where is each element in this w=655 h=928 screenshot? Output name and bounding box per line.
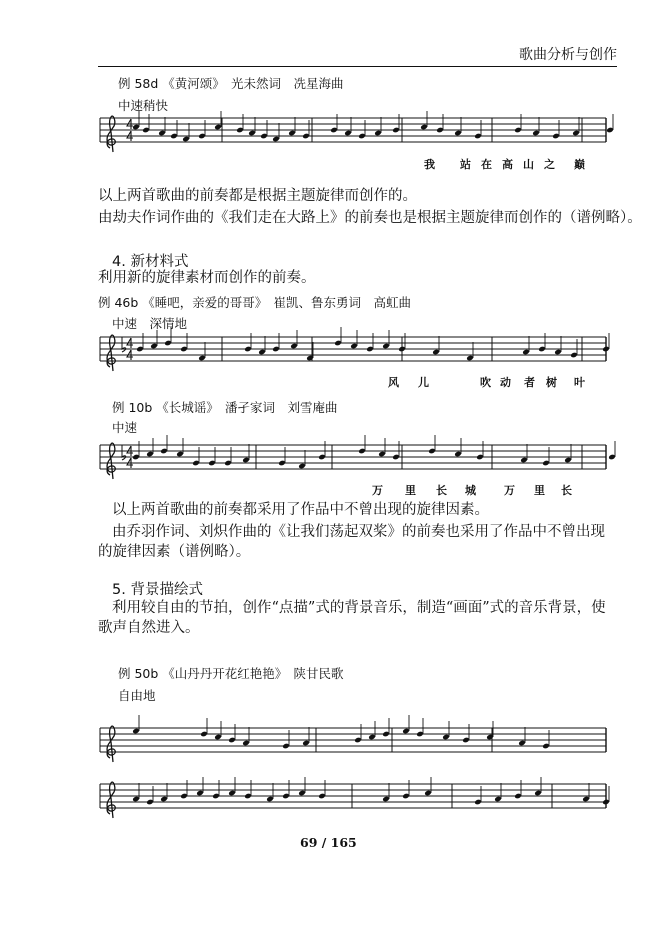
header-rule [98,66,617,67]
lyric: 万 [372,484,383,497]
lyric: 站 [460,158,471,171]
treble-clef-icon [107,726,115,762]
paragraph: 利用较自由的节拍，创作“点描”式的背景音乐，制造“画面”式的音乐背景，使歌声自然进入。 [98,600,606,636]
running-header: 歌曲分析与创作 [519,47,617,63]
treble-clef-icon [107,443,115,479]
example-58d-tempo: 中速稍快 [118,98,169,113]
paragraph: 利用新的旋律素材而创作的前奏。 [98,270,316,286]
lyric: 城 [465,484,476,497]
lyric: 儿 [418,376,429,389]
flat-sign-icon [122,445,126,460]
lyric: 我 [424,158,435,171]
lyric: 树 [546,376,557,389]
example-46b-tempo: 中速 深情地 [112,316,188,331]
lyric: 之 [544,158,555,171]
page-number: 69 / 165 [300,835,357,850]
example-50b-label: 例 50b 《山丹丹开花红艳艳》 陕甘民歌 [118,666,344,681]
lyric: 里 [405,484,416,497]
paragraph: 由乔羽作词、刘炽作曲的《让我们荡起双桨》的前奏也采用了作品中不曾出现的旋律因素（谱例略）。 [98,524,605,560]
section-title: 5. 背景描绘式 [112,582,203,598]
lyric: 高 [502,158,513,171]
treble-clef-icon [107,335,115,371]
lyric: 万 [504,484,515,497]
treble-clef-icon [107,116,115,152]
lyric: 叶 [574,376,585,389]
paragraph: 由劫夫作词作曲的《我们走在大路上》的前奏也是根据主题旋律而创作的（谱例略）。 [98,210,642,226]
lyric: 里 [534,484,545,497]
example-10b-score [96,439,606,483]
lyric: 风 [388,376,399,389]
lyric: 在 [481,158,492,171]
flat-sign-icon [122,337,126,352]
example-10b-label: 例 10b 《长城谣》 潘孑家词 刘雪庵曲 [112,400,338,415]
lyric: 长 [561,484,572,497]
example-10b-tempo: 中速 [112,420,138,435]
example-58d-label: 例 58d 《黄河颂》 光未然词 冼星海曲 [118,76,344,91]
example-50b-score-line2 [96,778,606,822]
lyric: 山 [523,158,534,171]
example-46b-label: 例 46b 《睡吧，亲爱的哥哥》 崔凯、鲁东勇词 高虹曲 [98,295,412,310]
lyric: 吹 [480,376,491,389]
treble-clef-icon [107,782,115,818]
lyric: 动 [500,376,511,389]
lyric: 者 [524,376,535,389]
example-50b-score-line1 [96,722,606,766]
section-title: 4. 新材料式 [112,254,189,270]
example-46b-score [96,331,606,375]
paragraph: 以上两首歌曲的前奏都采用了作品中不曾出现的旋律因素。 [112,502,489,518]
lyric: 长 [436,484,447,497]
lyric: 巅 [574,158,585,171]
example-58d-score [96,112,606,156]
paragraph: 以上两首歌曲的前奏都是根据主题旋律而创作的。 [98,188,417,204]
example-50b-tempo: 自由地 [118,688,156,703]
